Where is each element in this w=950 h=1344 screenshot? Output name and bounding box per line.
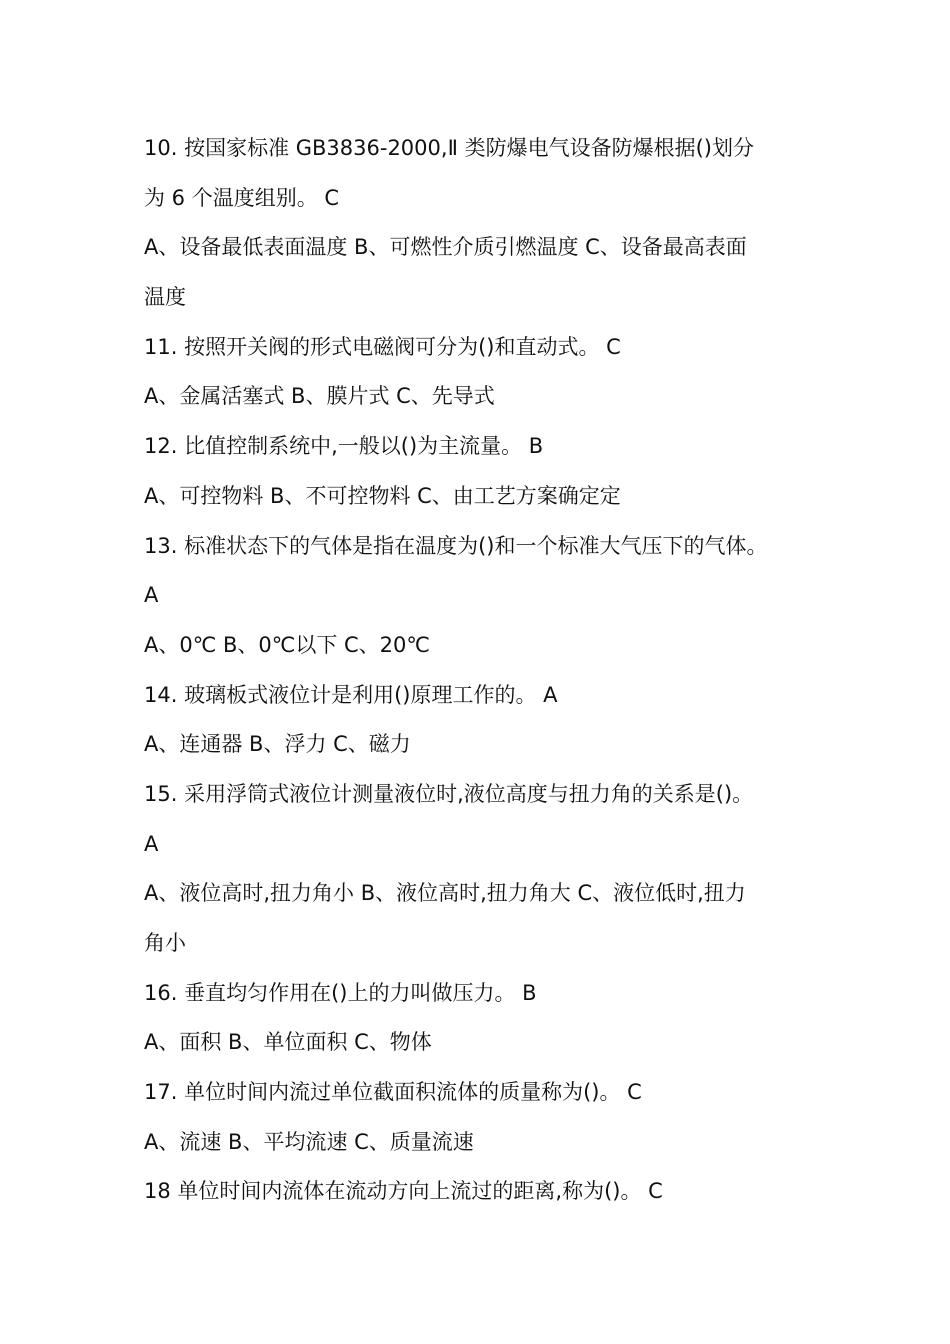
text-line: A、面积 B、单位面积 C、物体 xyxy=(144,1030,432,1055)
text-line: 温度 xyxy=(144,285,186,310)
document-body xyxy=(144,124,834,1217)
text-line: A xyxy=(144,583,159,608)
text-line: 14. 玻璃板式液位计是利用()原理工作的。 A xyxy=(144,682,558,707)
text-line: 11. 按照开关阀的形式电磁阀可分为()和直动式。 C xyxy=(144,334,621,359)
text-line: 为 6 个温度组别。 C xyxy=(144,185,340,210)
text-line: 15. 采用浮筒式液位计测量液位时,液位高度与扭力角的关系是()。 xyxy=(144,781,754,806)
text-line: 角小 xyxy=(144,931,186,955)
text-line: A、液位高时,扭力角小 B、液位高时,扭力角大 C、液位低时,扭力 xyxy=(144,881,746,906)
text-line: A、连通器 B、浮力 C、磁力 xyxy=(144,732,411,757)
text-line: 17. 单位时间内流过单位截面积流体的质量称为()。 C xyxy=(144,1080,642,1105)
text-line: A、金属活塞式 B、膜片式 C、先导式 xyxy=(144,384,495,409)
text-line: A、流速 B、平均流速 C、质量流速 xyxy=(144,1129,474,1154)
text-line: 10. 按国家标准 GB3836-2000,Ⅱ 类防爆电气设备防爆根据()划分 xyxy=(144,136,754,160)
text-line: A、设备最低表面温度 B、可燃性介质引燃温度 C、设备最高表面 xyxy=(144,235,747,260)
text-line: 12. 比值控制系统中,一般以()为主流量。 B xyxy=(144,434,544,459)
text-line: 18 单位时间内流体在流动方向上流过的距离,称为()。 C xyxy=(144,1179,663,1204)
text-line: A、0℃ B、0℃以下 C、20℃ xyxy=(144,632,430,657)
text-line: 16. 垂直均匀作用在()上的力叫做压力。 B xyxy=(144,980,537,1005)
text-line: 13. 标准状态下的气体是指在温度为()和一个标准大气压下的气体。 xyxy=(144,533,768,558)
text-line: A xyxy=(144,831,159,856)
text-line: A、可控物料 B、不可控物料 C、由工艺方案确定定 xyxy=(144,483,621,508)
